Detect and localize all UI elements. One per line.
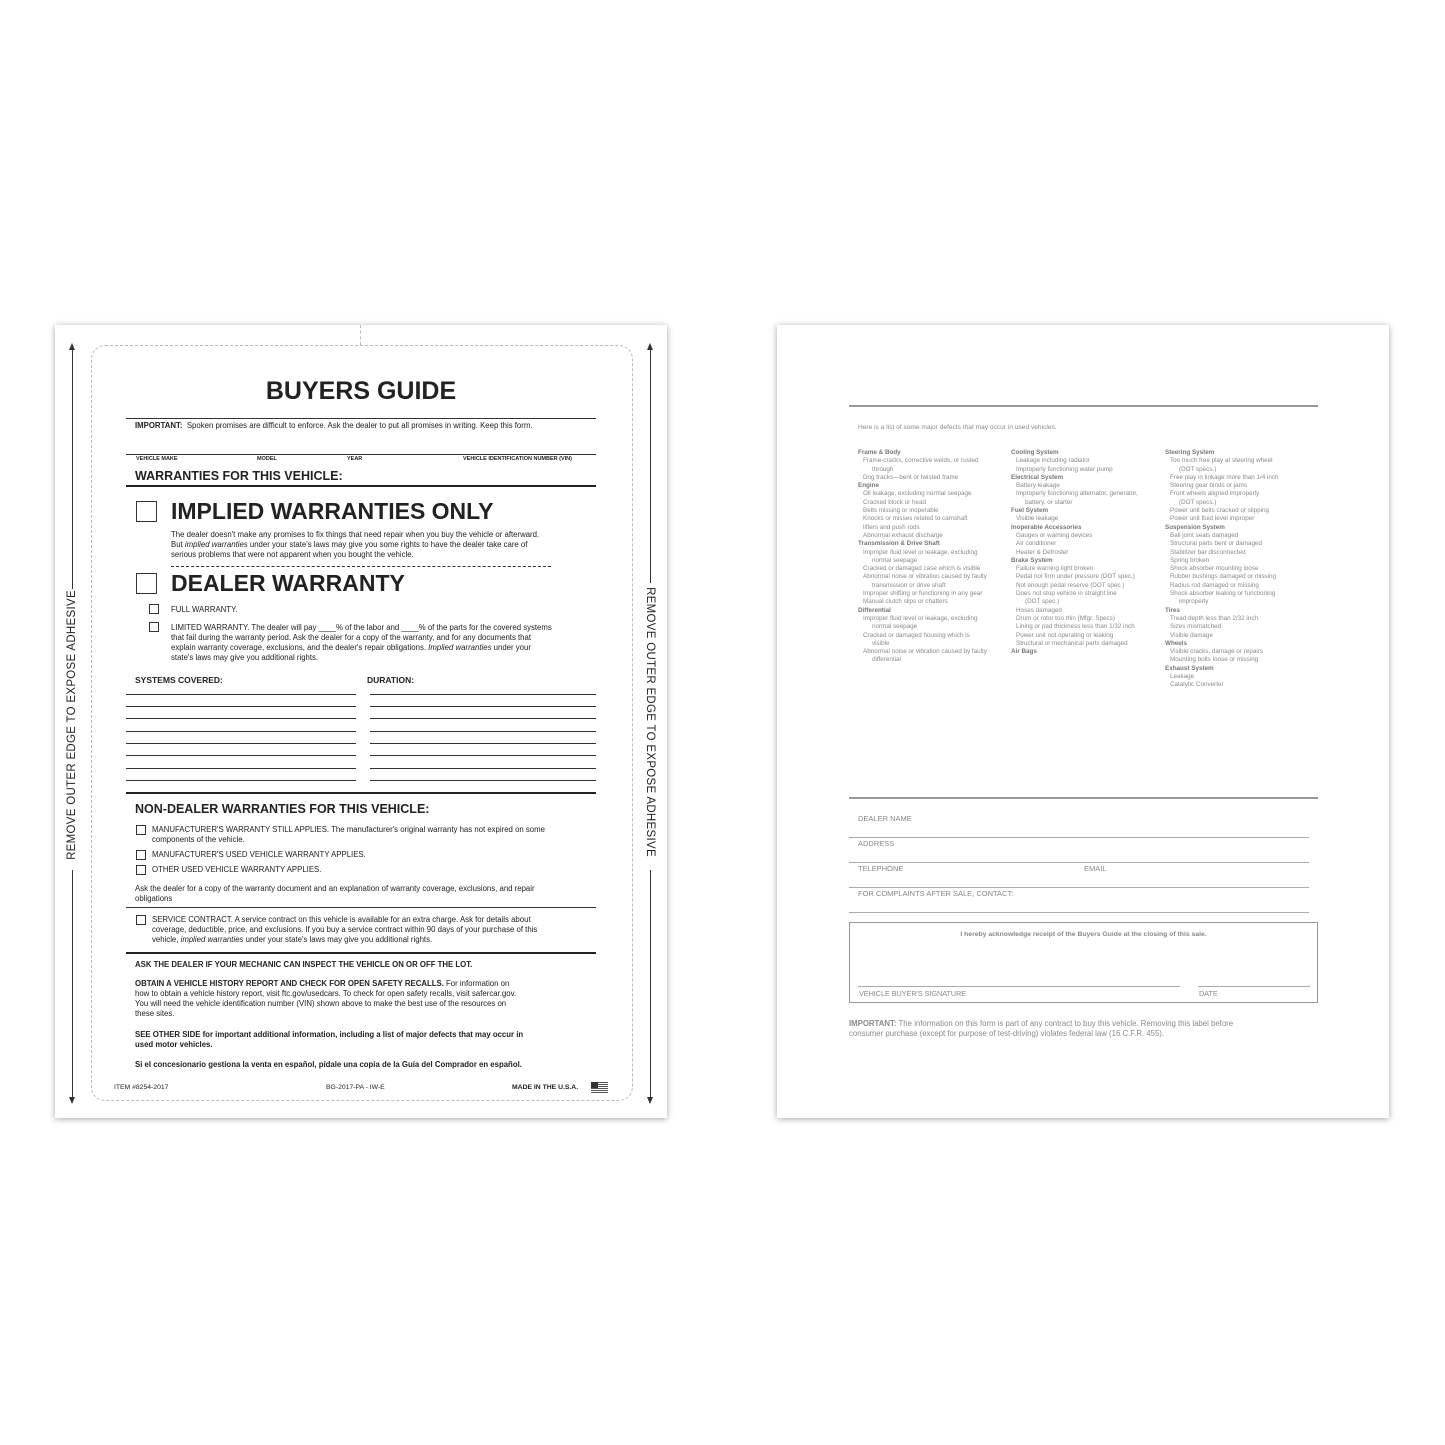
defect-item: Frame-cracks, corrective welds, or rusted <box>863 457 979 465</box>
defect-item: Dog tracks—bent or twisted frame <box>863 473 959 481</box>
ask-copy-text: Ask the dealer for a copy of the warranty document and an explanation of warranty coverage, exclusions, and repair obligations <box>135 884 535 903</box>
defect-item: Improper fluid level or leakage, excluding <box>863 548 978 556</box>
defects-column-3 <box>1165 449 1320 690</box>
defect-item: Failure warning light broken <box>1016 565 1094 573</box>
defect-item: differential <box>872 656 901 664</box>
defect-item: Hoses damaged <box>1016 606 1062 614</box>
defect-item: Pedal not firm under pressure (DOT spec.) <box>1016 573 1135 581</box>
divider <box>126 485 596 487</box>
defect-item: Oil leakage, excluding normal seepage <box>863 490 972 498</box>
defect-item: Radius rod damaged or missing <box>1170 581 1259 589</box>
arrow-line <box>72 870 73 1098</box>
mfr-warranty-text: MANUFACTURER'S WARRANTY STILL APPLIES. The manufacturer's original warranty has not expired on some components of the vehicle. <box>152 825 545 844</box>
field-label-vin: VEHICLE IDENTIFICATION NUMBER (VIN) <box>463 456 572 462</box>
defect-item: Visible damage <box>1170 631 1213 639</box>
defect-item: Battery leakage <box>1016 482 1060 490</box>
divider <box>849 797 1318 799</box>
divider <box>126 418 596 419</box>
implied-warranty-checkbox[interactable] <box>136 501 157 522</box>
spanish-notice: Si el concesionario gestiona la venta en español, pídale una copia de la Guía del Comprador en español. <box>135 1060 522 1069</box>
defect-item: Power unit fluid level improper <box>1170 515 1255 523</box>
dealer-warranty-heading: DEALER WARRANTY <box>171 570 405 596</box>
defect-category: Brake System <box>1011 556 1053 564</box>
warranties-heading: WARRANTIES FOR THIS VEHICLE: <box>135 469 343 483</box>
defect-item: Cracked block or head <box>863 498 927 506</box>
defect-item: Air conditioner <box>1016 540 1057 548</box>
dealer-name-label: DEALER NAME <box>858 814 912 823</box>
defect-item: Too much free play at steering wheel <box>1170 457 1273 465</box>
mechanic-notice: ASK THE DEALER IF YOUR MECHANIC CAN INSPECT THE VEHICLE ON OR OFF THE LOT. <box>135 960 473 969</box>
form-code: BG-2017-PA - IW-E <box>326 1084 385 1091</box>
service-contract-checkbox[interactable] <box>136 915 146 925</box>
history-notice: OBTAIN A VEHICLE HISTORY REPORT AND CHECK FOR OPEN SAFETY RECALLS. For information on how to obtain a vehicle history report, visit ftc.gov/usedcars. To check for open safety recalls, visit safercar.gov. You will need the vehicle identification number (VIN) shown above to make the best use of the resources on these sites. <box>135 979 517 1018</box>
implied-warranty-text: The dealer doesn't make any promises to fix things that need repair when you buy the vehicle or afterward. But implied warranties under your state's laws may give you some rights to have the dealer take care of serious problems that were not apparent when you bought the vehicle. <box>171 530 540 559</box>
defect-item: Tread depth less than 2/32 inch <box>1170 614 1258 622</box>
defect-item: (DOT spec.) <box>1025 598 1060 606</box>
defect-item: Free play in linkage more than 1/4 inch <box>1170 473 1279 481</box>
defect-category: Inoperable Accessories <box>1011 523 1082 531</box>
defect-item: Knocks or misses related to camshaft <box>863 515 968 523</box>
dealer-warranty-checkbox[interactable] <box>136 573 157 594</box>
complaints-label: FOR COMPLAINTS AFTER SALE, CONTACT: <box>858 889 1014 898</box>
defect-category: Transmission & Drive Shaft <box>858 540 940 548</box>
defect-item: improperly <box>1179 598 1209 606</box>
field-label-model: MODEL <box>257 456 277 462</box>
address-field[interactable] <box>849 862 1309 863</box>
service-contract-text: SERVICE CONTRACT. A service contract on this vehicle is available for an extra charge. Ask for details about coverage, deductible, price, and exclusions. If you buy a service contract within 90 days of your purchase of this vehicle, implied warranties under your state's laws may give you additional rights. <box>152 915 538 944</box>
date-label: DATE <box>1199 989 1218 998</box>
defect-item: Power unit belts cracked or slipping <box>1170 507 1270 515</box>
defect-category: Electrical System <box>1011 473 1064 481</box>
defect-item: Leakage including radiator <box>1016 457 1090 465</box>
defect-item: Improperly functioning water pump <box>1016 465 1113 473</box>
defect-item: Abnormal noise or vibration caused by faulty <box>863 573 987 581</box>
non-dealer-heading: NON-DEALER WARRANTIES FOR THIS VEHICLE: <box>135 802 430 816</box>
defect-item: (DOT specs.) <box>1179 498 1217 506</box>
divider <box>126 907 596 908</box>
defect-category: Steering System <box>1165 449 1215 456</box>
defect-item: battery, or starter <box>1025 498 1073 506</box>
defect-item: lifters and push rods <box>863 523 920 531</box>
arrow-line <box>650 870 651 1098</box>
arrow-down-icon <box>69 1097 75 1104</box>
limited-warranty-text: LIMITED WARRANTY. The dealer will pay ____% of the labor and ____% of the parts for the covered systems that fail during the warranty period. Ask the dealer for a copy of the warranty, and for any documents that explain warranty coverage, exclusions, and the dealer's repair obligations. Implied warranties under your state's laws may give you additional rights. <box>171 623 552 662</box>
item-number: ITEM #8254-2017 <box>114 1084 169 1091</box>
defect-category: Wheels <box>1165 639 1188 647</box>
defect-category: Exhaust System <box>1165 664 1214 672</box>
defect-category: Frame & Body <box>858 449 901 456</box>
duration-label: DURATION: <box>367 675 415 685</box>
important-footer: IMPORTANT: The information on this form is part of any contract to buy this vehicle. Removing this label before consumer purchase (except for purpose of test-driving) violates federal law (16 C.F.R. 455). <box>849 1019 1234 1038</box>
implied-warranty-heading: IMPLIED WARRANTIES ONLY <box>171 498 494 524</box>
important-notice: IMPORTANT: Spoken promises are difficult to enforce. Ask the dealer to put all promises in writing. Keep this form. <box>135 421 533 430</box>
page-title: BUYERS GUIDE <box>265 377 457 405</box>
defects-intro: Here is a list of some major defects that may occur in used vehicles. <box>858 424 1057 431</box>
defect-item: through <box>872 465 894 473</box>
defect-item: Improper fluid level or leakage, excluding <box>863 614 978 622</box>
email-label: EMAIL <box>1084 864 1107 873</box>
telephone-label: TELEPHONE <box>858 864 904 873</box>
field-label-year: YEAR <box>347 456 363 462</box>
defect-item: Visible leakage <box>1016 515 1059 523</box>
arrow-down-icon <box>647 1097 653 1104</box>
signature-field[interactable] <box>858 986 1180 987</box>
date-field[interactable] <box>1198 986 1310 987</box>
defect-item: Improper shifting or functioning in any gear <box>863 590 983 598</box>
made-in-usa: MADE IN THE U.S.A. <box>512 1084 579 1091</box>
defect-item: Visible cracks, damage or repairs <box>1170 648 1263 656</box>
defect-item: Abnormal noise or vibration caused by faulty <box>863 648 987 656</box>
defect-item: Cracked or damaged case which is visible <box>863 565 981 573</box>
defect-category: Differential <box>858 606 891 614</box>
systems-covered-label: SYSTEMS COVERED: <box>135 675 223 685</box>
defect-item: Drum or rotor too thin (Mfgr. Specs) <box>1016 614 1116 622</box>
defects-column-1 <box>858 449 1013 665</box>
defect-category: Suspension System <box>1165 523 1225 531</box>
defect-item: Spring broken <box>1170 556 1210 564</box>
field-label-make: VEHICLE MAKE <box>136 456 178 462</box>
full-warranty-label: FULL WARRANTY. <box>171 605 238 614</box>
defect-item: Catalytic Converter <box>1170 681 1224 689</box>
divider <box>126 792 596 794</box>
defect-category: Air Bags <box>1011 648 1037 656</box>
defect-item: Rubber bushings damaged or missing <box>1170 573 1277 581</box>
buyers-guide-back <box>777 325 1389 1118</box>
mfr-used-warranty-checkbox[interactable] <box>136 850 146 860</box>
defect-category: Engine <box>858 482 879 490</box>
defect-item: Manual clutch slips or chatters <box>863 598 948 606</box>
divider <box>126 454 596 455</box>
mfr-used-warranty-text: MANUFACTURER'S USED VEHICLE WARRANTY APPLIES. <box>152 850 366 859</box>
mfr-warranty-checkbox[interactable] <box>136 825 146 835</box>
defect-item: Mounting bolts loose or missing <box>1170 656 1259 664</box>
defect-item: Leakage <box>1170 673 1195 681</box>
defect-item: Steering gear binds or jams <box>1170 482 1248 490</box>
defect-item: Ball joint seals damaged <box>1170 531 1239 539</box>
other-side-notice: SEE OTHER SIDE for important additional information, including a list of major defects that may occur in used motor vehicles. <box>135 1030 524 1049</box>
telephone-email-field[interactable] <box>849 887 1309 888</box>
defect-item: Sizes mismatched <box>1170 623 1222 631</box>
defect-item: Gauges or warning devices <box>1016 531 1093 539</box>
defect-item: Structural or mechanical parts damaged <box>1016 639 1128 647</box>
remove-edge-text-left: REMOVE OUTER EDGE TO EXPOSE ADHESIVE <box>66 590 78 860</box>
complaints-field[interactable] <box>849 912 1309 913</box>
defect-item: Improperly functioning alternator, generator, <box>1016 490 1138 498</box>
divider <box>126 952 596 954</box>
defect-item: Does not stop vehicle in straight line <box>1016 590 1117 598</box>
defect-item: Shock absorber mounting loose <box>1170 565 1259 573</box>
defect-item: transmission or drive shaft <box>872 581 946 589</box>
defect-category: Cooling System <box>1011 449 1059 456</box>
limited-warranty-checkbox[interactable] <box>149 622 159 632</box>
defect-item: Heater & Defroster <box>1016 548 1069 556</box>
defect-item: Lining or pad thickness less than 1/32 inch <box>1016 623 1135 631</box>
full-warranty-checkbox[interactable] <box>149 604 159 614</box>
dealer-name-field[interactable] <box>849 837 1309 838</box>
other-warranty-text: OTHER USED VEHICLE WARRANTY APPLIES. <box>152 865 322 874</box>
defect-item: Power unit not operating or leaking <box>1016 631 1114 639</box>
defect-item: (DOT specs.) <box>1179 465 1217 473</box>
signature-label: VEHICLE BUYER'S SIGNATURE <box>859 989 967 998</box>
acknowledge-text: I hereby acknowledge receipt of the Buyers Guide at the closing of this sale. <box>960 931 1207 938</box>
divider <box>849 405 1318 407</box>
defect-category: Tires <box>1165 606 1180 614</box>
defect-item: normal seepage <box>872 623 918 631</box>
defect-item: Cracked or damaged housing which is <box>863 631 970 639</box>
other-warranty-checkbox[interactable] <box>136 865 146 875</box>
defect-item: Structural parts bent or damaged <box>1170 540 1263 548</box>
defect-item: Front wheels aligned improperly <box>1170 490 1260 498</box>
defect-item: Shock absorber leaking or functioning <box>1170 590 1276 598</box>
perforation-notch <box>360 325 361 345</box>
defect-item: normal seepage <box>872 556 918 564</box>
defect-item: visible <box>872 639 890 647</box>
defect-item: Stabilizer bar disconnected <box>1170 548 1246 556</box>
us-flag-icon <box>591 1082 608 1093</box>
dashed-divider <box>171 566 551 567</box>
defects-column-2 <box>1011 449 1166 656</box>
defect-item: Belts missing or inoperable <box>863 507 939 515</box>
acknowledgment-box <box>849 922 1318 1003</box>
defect-item: Not enough pedal reserve (DOT spec.) <box>1016 581 1125 589</box>
buyers-guide-front <box>55 325 667 1118</box>
defect-item: Abnormal exhaust discharge <box>863 531 943 539</box>
defect-category: Fuel System <box>1011 507 1049 515</box>
remove-edge-text-right: REMOVE OUTER EDGE TO EXPOSE ADHESIVE <box>644 587 656 857</box>
address-label: ADDRESS <box>858 839 895 848</box>
